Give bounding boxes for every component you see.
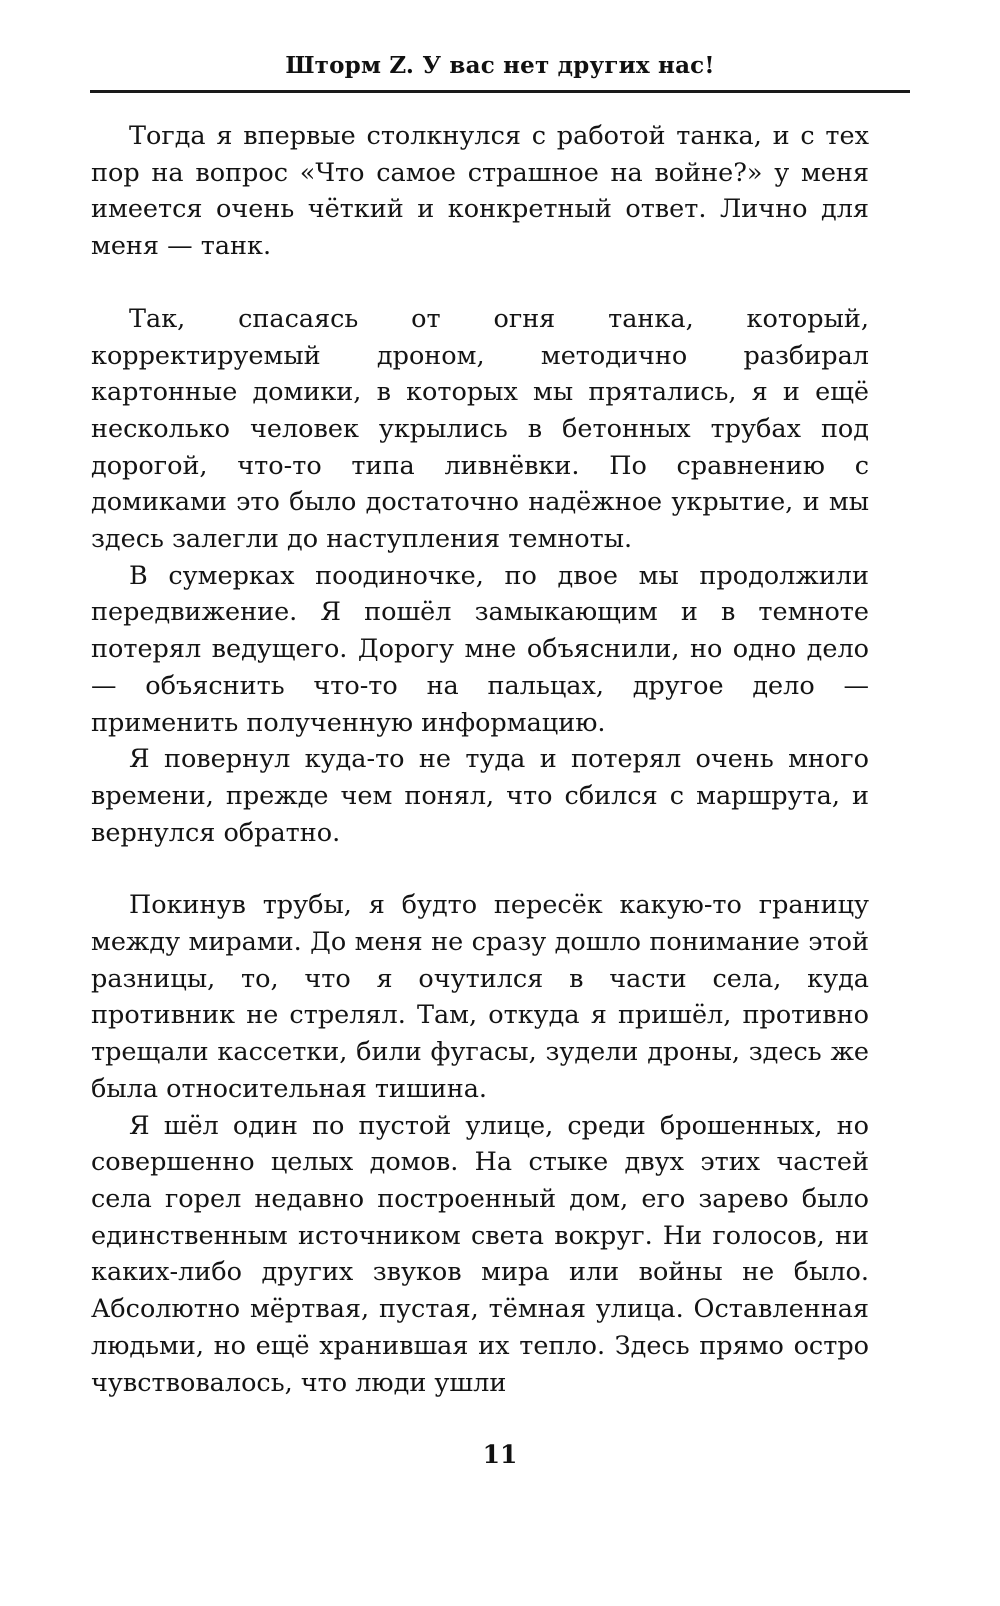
paragraph: Я повернул куда-то не туда и потерял очень много времени, прежде чем понял, что сбился с маршрута, и вернулся обратно. bbox=[91, 744, 869, 848]
paragraph: Я шёл один по пустой улице, среди брошенных, но совершенно целых домов. На стыке двух этих частей села горел недавно построенный дом, его зарево было единственным источником света вокруг. Ни голосов, ни каких-либо других звуков мира или войны не было. Абсолютно мёртвая, пустая, тёмная улица. Оставленная людьми, но ещё хранившая их тепло. Здесь прямо остро чувствовалось, что люди ушли bbox=[91, 1110, 869, 1398]
paragraph: Так, спасаясь от огня танка, который, корректируемый дроном, методично разбирал картонные домики, в которых мы прятались, я и ещё несколько человек укрылись в бетонных трубах под дорогой, что-то типа ливнёвки. По сравнению с домиками это было достаточно надёжное укрытие, и мы здесь залегли до наступления темноты. bbox=[91, 303, 869, 555]
page-number: 11 bbox=[482, 1440, 518, 1469]
body-text bbox=[91, 118, 869, 1401]
paragraph: В сумерках поодиночке, по двое мы продолжили передвижение. Я пошёл замыкающим и в темноте потерял ведущего. Дорогу мне объяснили, но одно дело — объяснить что-то на пальцах, другое дело — применить полученную информацию. bbox=[91, 560, 869, 738]
paragraph: Покинув трубы, я будто пересёк какую-то границу между мирами. До меня не сразу дошло понимание этой разницы, то, что я очутился в части села, куда противник не стрелял. Там, откуда я пришёл, противно трещали кассетки, били фугасы, зудели дроны, здесь же была относительная тишина. bbox=[91, 890, 869, 1104]
running-head: Шторм Z. У вас нет других нас! bbox=[285, 52, 715, 79]
header-divider bbox=[90, 90, 910, 93]
paragraph: Тогда я впервые столкнулся с работой танка, и с тех пор на вопрос «Что самое страшное на войне?» у меня имеется очень чёткий и конкретный ответ. Лично для меня — танк. bbox=[91, 121, 869, 262]
